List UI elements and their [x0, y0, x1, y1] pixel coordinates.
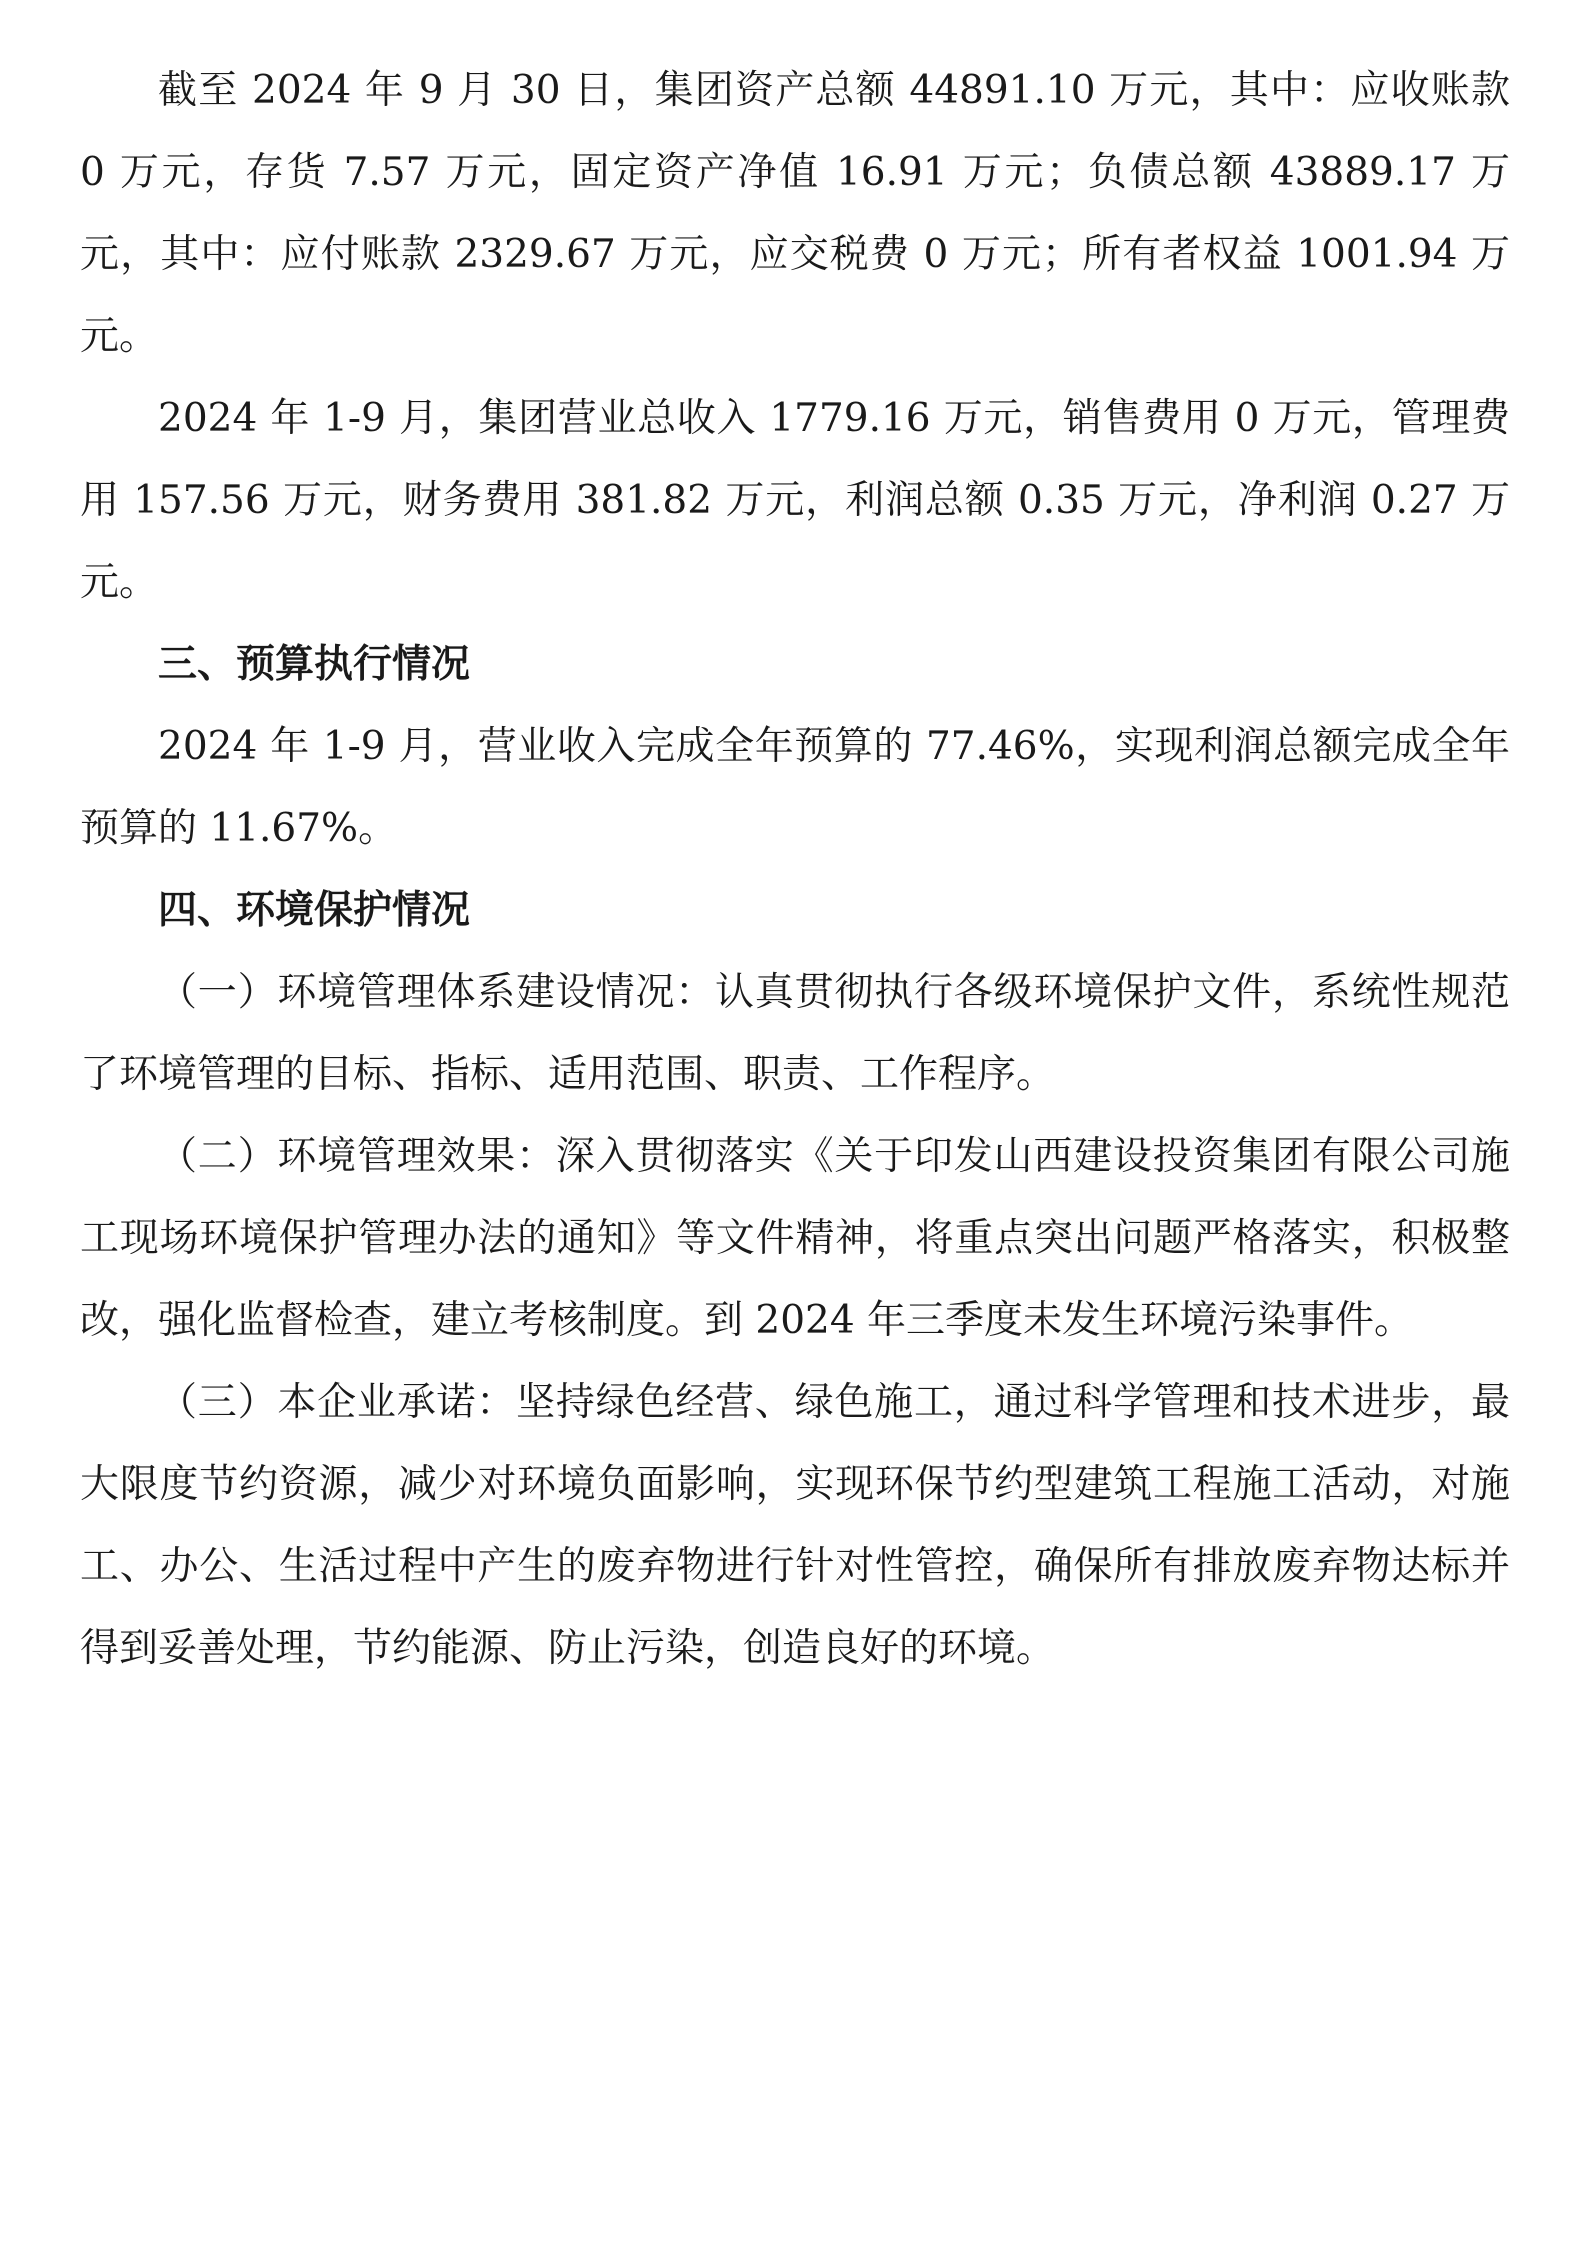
paragraph-environment-effect: （二）环境管理效果：深入贯彻落实《关于印发山西建设投资集团有限公司施工现场环境保护管理办法的通知》等文件精神，将重点突出问题严格落实，积极整改，强化监督检查，建立考核制度。到 2024 年三季度未发生环境污染事件。 [80, 1134, 1510, 1343]
heading-budget-execution: 三、预算执行情况 [158, 642, 471, 687]
paragraph-financial-position: 截至 2024 年 9 月 30 日，集团资产总额 44891.10 万元，其中：应收账款 0 万元，存货 7.57 万元，固定资产净值 16.91 万元；负债总额 43889.17 万元，其中：应付账款 2329.67 万元，应交税费 0 万元；所有者权益 1001.94 万元。 [80, 68, 1510, 359]
heading-environmental-protection: 四、环境保护情况 [158, 888, 471, 933]
document-page [80, 50, 1510, 1690]
paragraph-enterprise-commitment: （三）本企业承诺：坚持绿色经营、绿色施工，通过科学管理和技术进步，最大限度节约资源，减少对环境负面影响，实现环保节约型建筑工程施工活动，对施工、办公、生活过程中产生的废弃物进行针对性管控，确保所有排放废弃物达标并得到妥善处理，节约能源、防止污染，创造良好的环境。 [80, 1380, 1510, 1671]
paragraph-budget-execution: 2024 年 1-9 月，营业收入完成全年预算的 77.46%，实现利润总额完成全年预算的 11.67%。 [80, 724, 1510, 851]
paragraph-environment-system: （一）环境管理体系建设情况：认真贯彻执行各级环境保护文件，系统性规范了环境管理的目标、指标、适用范围、职责、工作程序。 [80, 970, 1510, 1097]
paragraph-operating-results: 2024 年 1-9 月，集团营业总收入 1779.16 万元，销售费用 0 万元，管理费用 157.56 万元，财务费用 381.82 万元，利润总额 0.35 万元，净利润 0.27 万元。 [80, 396, 1510, 605]
